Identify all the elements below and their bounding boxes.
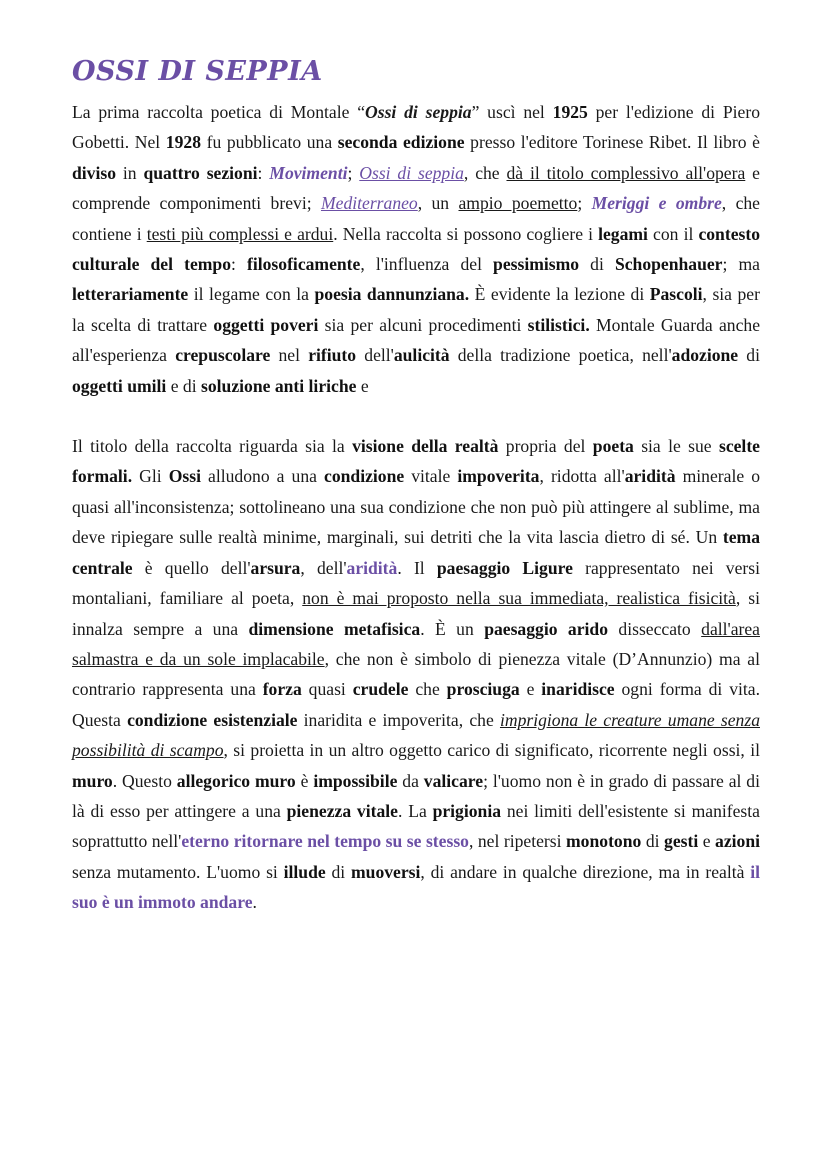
text-run: il legame con la bbox=[188, 284, 315, 305]
text-run: rifiuto bbox=[308, 345, 357, 366]
page-title: OSSI DI SEPPIA bbox=[72, 56, 323, 87]
text-run: : bbox=[257, 162, 270, 183]
text-run: muro bbox=[72, 770, 113, 791]
text-run: paesaggio arido bbox=[484, 618, 608, 639]
text-run: Ossi di seppia bbox=[365, 102, 472, 122]
text-run: pienezza vitale bbox=[286, 800, 398, 821]
text-run: condizione bbox=[324, 466, 405, 487]
text-run: . bbox=[252, 892, 257, 913]
text-run: adozione bbox=[671, 345, 739, 366]
text-run: di bbox=[579, 254, 615, 275]
text-run: , un bbox=[417, 193, 459, 214]
text-run: impossibile bbox=[313, 770, 398, 791]
text-run: non è mai proposto nella sua immediata, realistica fisicità bbox=[302, 588, 736, 609]
text-run: condizione esistenziale bbox=[127, 709, 298, 730]
text-run: Gli bbox=[132, 466, 169, 487]
text-run: impoverita bbox=[457, 466, 540, 487]
text-run: dall'area salmastra e da un sole implacabile bbox=[72, 618, 760, 669]
text-run: nel bbox=[270, 345, 309, 366]
text-run: Pascoli bbox=[649, 284, 703, 305]
text-run: 1928 bbox=[165, 132, 201, 153]
text-run: sia per alcuni procedimenti bbox=[318, 314, 528, 335]
text-run: della tradizione poetica, nell' bbox=[449, 345, 672, 366]
text-run: pessimismo bbox=[493, 254, 580, 275]
text-run: forza bbox=[262, 679, 302, 700]
text-run: È evidente la lezione di bbox=[469, 284, 650, 305]
text-run: di bbox=[738, 345, 760, 366]
text-run: presso l'editore Torinese Ribet. Il libro è bbox=[464, 132, 760, 153]
text-run: con il bbox=[647, 223, 699, 244]
text-run: allegorico bbox=[176, 770, 251, 791]
text-run: rappresentato nei versi montaliani, familiare al poeta, bbox=[72, 557, 760, 609]
text-run: , si innalza sempre a una bbox=[72, 588, 760, 639]
text-run: paesaggio Ligure bbox=[436, 557, 573, 578]
text-run: testi più complessi e ardui bbox=[146, 223, 334, 244]
text-run: oggetti poveri bbox=[213, 314, 319, 335]
text-run: di bbox=[325, 861, 352, 882]
text-run: il suo è un immoto andare bbox=[72, 861, 761, 913]
text-run: , si proietta in un altro oggetto carico di significato, ricorrente negli ossi, il bbox=[223, 740, 760, 761]
text-run: vitale bbox=[404, 466, 458, 487]
text-run: inaridisce bbox=[541, 679, 615, 700]
text-run: eterno ritornare nel tempo su se stesso bbox=[181, 831, 469, 852]
text-run: muro bbox=[254, 770, 296, 791]
text-run: muoversi bbox=[351, 861, 421, 882]
text-run: quattro sezioni bbox=[143, 162, 258, 183]
text-run: disseccato bbox=[608, 618, 702, 639]
text-run: Movimenti bbox=[269, 162, 348, 183]
text-run: , l'influenza del bbox=[360, 254, 494, 275]
text-run: che bbox=[408, 679, 447, 700]
text-run: ; l'uomo non è in grado di passare al di là di esso per attingere a una bbox=[72, 770, 760, 821]
text-run: , che contiene i bbox=[72, 193, 760, 244]
text-run: ; bbox=[577, 193, 592, 214]
text-run: 1925 bbox=[552, 102, 588, 122]
text-run: per l'edizione di Piero Gobetti. Nel bbox=[72, 102, 760, 153]
text-run: quasi bbox=[301, 679, 353, 700]
text-run: visione della realtà bbox=[352, 436, 499, 457]
text-run: da bbox=[397, 770, 424, 791]
text-run: crepuscolare bbox=[175, 345, 271, 366]
text-run: senza mutamento. L'uomo si bbox=[72, 861, 284, 882]
text-run: ” uscì nel bbox=[471, 102, 553, 122]
text-run: legami bbox=[598, 223, 648, 244]
text-run: ; ma bbox=[722, 254, 760, 275]
text-run: Il titolo della raccolta riguarda sia la bbox=[72, 436, 353, 457]
text-run: e bbox=[519, 679, 542, 700]
paragraph-1 bbox=[72, 97, 760, 401]
text-run: dell' bbox=[356, 345, 394, 366]
text-run: filosoficamente bbox=[247, 254, 361, 275]
text-run: , ridotta all' bbox=[539, 466, 625, 487]
text-run: azioni bbox=[715, 831, 761, 852]
text-run: e comprende componimenti brevi; bbox=[72, 162, 760, 214]
text-run: seconda edizione bbox=[337, 132, 465, 153]
text-run: prosciuga bbox=[446, 679, 520, 700]
text-run: gesti bbox=[664, 831, 699, 852]
text-run: poesia dannunziana. bbox=[314, 284, 470, 305]
text-run: . Questo bbox=[112, 770, 177, 791]
text-run: ampio poemetto bbox=[458, 193, 578, 214]
text-run: è quello dell' bbox=[132, 557, 251, 578]
text-run: Meriggi e ombre bbox=[591, 193, 722, 214]
text-run: alludono a una bbox=[200, 466, 325, 487]
text-run: inaridita e impoverita, che bbox=[297, 709, 500, 730]
text-run: , che bbox=[463, 162, 507, 183]
text-run: poeta bbox=[592, 436, 634, 457]
text-run: , nel ripetersi bbox=[468, 831, 567, 852]
text-run: : bbox=[231, 254, 247, 275]
text-run: , sia per la scelta di trattare bbox=[72, 284, 760, 335]
paragraph-2 bbox=[72, 431, 760, 918]
text-run: Ossi di seppia bbox=[359, 162, 464, 183]
text-run: letterariamente bbox=[72, 284, 189, 305]
text-run: La prima raccolta poetica di Montale “ bbox=[72, 102, 366, 122]
text-run: soluzione anti liriche bbox=[201, 375, 357, 396]
text-run: . È un bbox=[420, 618, 485, 639]
text-run: prigionia bbox=[432, 800, 502, 821]
text-run: imprigiona le creature umane senza possibilità di scampo bbox=[72, 709, 760, 761]
text-run: , dell' bbox=[300, 557, 347, 578]
text-run: Montale Guarda anche all'esperienza bbox=[72, 314, 761, 366]
text-run: dà il titolo complessivo all'opera bbox=[506, 162, 746, 183]
text-run: dimensione metafisica bbox=[248, 618, 421, 639]
text-run: , di andare in qualche direzione, ma in realtà bbox=[420, 861, 751, 882]
text-run: in bbox=[116, 162, 144, 183]
text-run: aridità bbox=[346, 557, 398, 578]
text-run: stilistici. bbox=[527, 314, 590, 335]
text-run: e bbox=[698, 831, 716, 852]
text-run: ogni forma di vita. Questa bbox=[72, 679, 760, 730]
text-run: nei limiti dell'esistente si manifesta soprattutto nell' bbox=[72, 800, 760, 852]
text-run: aridità bbox=[624, 466, 676, 487]
text-run: diviso bbox=[72, 162, 117, 183]
text-run: e di bbox=[166, 375, 202, 396]
text-run: è bbox=[295, 770, 314, 791]
text-run: oggetti umili bbox=[72, 375, 167, 396]
text-run: arsura bbox=[250, 557, 301, 578]
text-run: , che non è simbolo di pienezza vitale (D’Annunzio) ma al contrario rappresenta una bbox=[72, 648, 760, 700]
text-run: fu pubblicato una bbox=[200, 132, 338, 153]
text-run: ; bbox=[347, 162, 360, 183]
text-run: scelte formali. bbox=[72, 436, 760, 487]
text-run: crudele bbox=[352, 679, 409, 700]
text-run: sia le sue bbox=[633, 436, 719, 457]
text-run: . Nella raccolta si possono cogliere i bbox=[333, 223, 599, 244]
text-run: Schopenhauer bbox=[614, 254, 723, 275]
text-run: valicare bbox=[423, 770, 484, 791]
text-run: tema centrale bbox=[72, 527, 760, 578]
text-run: e bbox=[356, 375, 369, 396]
text-run: illude bbox=[283, 861, 326, 882]
text-run: contesto culturale del tempo bbox=[72, 223, 761, 275]
text-run: di bbox=[641, 831, 665, 852]
text-run: propria del bbox=[498, 436, 593, 457]
text-run: . La bbox=[397, 800, 433, 821]
text-run: monotono bbox=[566, 831, 642, 852]
text-run: Ossi bbox=[168, 466, 201, 487]
text-run: Mediterraneo bbox=[320, 193, 418, 214]
text-run: aulicità bbox=[393, 345, 450, 366]
text-run: . Il bbox=[397, 557, 437, 578]
text-run: minerale o quasi all'inconsistenza; sottolineano una sua condizione che non può più attingere al sublime, ma deve ripiegare sulle realtà minime, marginali, sui detriti che la vita lascia dietro di sé. Un bbox=[72, 466, 760, 548]
document-page bbox=[72, 56, 760, 918]
